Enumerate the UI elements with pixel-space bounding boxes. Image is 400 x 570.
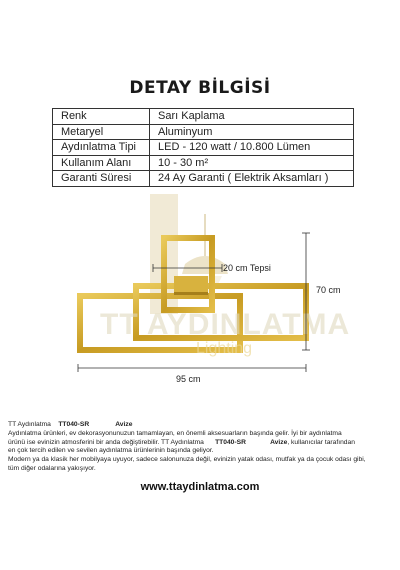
spec-value: LED - 120 watt / 10.800 Lümen xyxy=(150,140,354,156)
width-dimension-label: 95 cm xyxy=(176,374,201,384)
description-header: TT Aydınlatma TT040-SR Avize xyxy=(8,421,133,428)
watermark-subtext: Lighting xyxy=(196,340,253,357)
description-line: Aydınlatma ürünleri, ev dekorasyonunuzun tamamlayan, en önemli aksesuarların başında gelir. İyi bir aydınlatma xyxy=(8,429,342,437)
spec-key: Metaryel xyxy=(53,124,150,140)
description-line: tüm diğer odalarına yakışıyor. xyxy=(8,464,96,472)
website-link[interactable]: www.ttaydinlatma.com xyxy=(140,481,260,493)
watermark-text: TT AYDINLATMA xyxy=(100,308,351,341)
description-line: en çok tercih edilen ve sevilen aydınlatma ürünlerinin başında geliyor. xyxy=(8,447,214,455)
spec-key: Kullanım Alanı xyxy=(53,155,150,171)
spec-key: Garanti Süresi xyxy=(53,171,150,187)
product-description xyxy=(8,421,396,474)
description-line: ürünü ise evinizin atmosferini bir anda değiştirebilir. TT Aydınlatma TT040-SR Avize, kullanıcılar tarafından xyxy=(8,438,355,446)
spec-value: Sarı Kaplama xyxy=(150,109,354,125)
spec-key: Renk xyxy=(53,109,150,125)
spec-value: 24 Ay Garanti ( Elektrik Aksamları ) xyxy=(150,171,354,187)
spec-value: 10 - 30 m² xyxy=(150,155,354,171)
spec-key: Aydınlatma Tipi xyxy=(53,140,150,156)
page-title: DETAY BİLGİSİ xyxy=(129,78,271,98)
description-line: Modern ya da klasik her mobilyaya uyuyor, sadece salonunuza değil, evinizin yatak odası, mutfak ya da çocuk odası gibi, xyxy=(8,456,366,464)
height-dimension-label: 70 cm xyxy=(316,285,341,295)
spec-value: Aluminyum xyxy=(150,124,354,140)
tray-dimension-label: 20 cm Tepsi xyxy=(223,263,271,273)
